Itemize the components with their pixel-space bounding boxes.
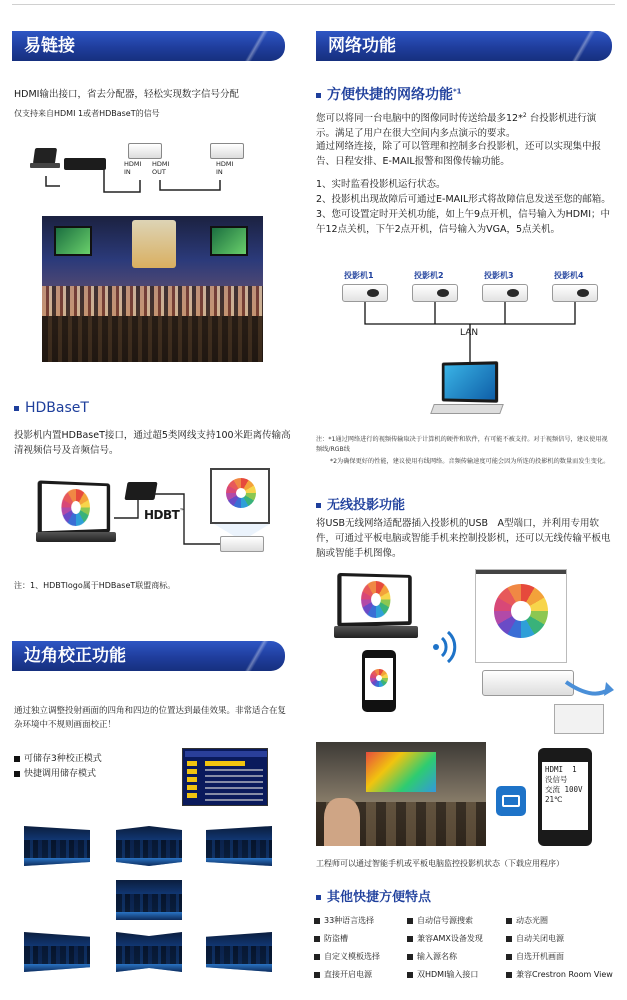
keystone-image <box>116 880 182 920</box>
projector-label: 投影机2 <box>414 271 444 280</box>
wireless-sub: 无线投影功能 <box>316 494 405 513</box>
feature-item: 兼容AMX设备发现 <box>407 933 483 944</box>
usb-adapter-icon <box>554 704 604 734</box>
smartphone-status <box>538 748 592 846</box>
other-features-sub: 其他快捷方便特点 <box>316 886 431 905</box>
network-note2: *2为确保更好的性能，建议使用有线网络。音频传输速度可能会因为所连的投影机的数量而发生变化。 <box>330 458 610 465</box>
keyboard-icon <box>430 404 504 414</box>
hdmi-cables <box>20 140 290 202</box>
feature-item: 输入源名称 <box>407 951 457 962</box>
laptop-icon <box>337 573 411 627</box>
keystone-image <box>206 932 272 972</box>
hdbaset-diagram <box>34 468 284 558</box>
keystone-banner: 边角校正功能 <box>12 641 285 671</box>
keystone-image <box>24 826 90 866</box>
network-list <box>316 177 612 237</box>
keystone-bullet-item: 可储存3种校正模式 <box>14 752 102 767</box>
computer-icon <box>442 361 498 402</box>
keystone-image <box>116 826 182 866</box>
usb-arrow <box>562 676 616 706</box>
port-label-hdmi-in: HDMI IN <box>124 160 142 176</box>
network-list-item: 1、实时监看投影机运行状态。 <box>316 179 446 190</box>
hdbaset-note: 注：1、HDBTlogo属于HDBaseT联盟商标。 <box>14 581 176 590</box>
network-list-item: 3、您可设置定时开关机功能，如上午9点开机，信号输入为HDMI；中午12点关机，下午2点开机，信号输入为VGA，5点关机。 <box>316 209 611 235</box>
hdbt-logo-text: HDBT <box>144 508 180 522</box>
wireless-desc: 将USB无线网络适配器插入投影机的USB A型端口，并利用专用软件，可通过平板电脑或智能手机来控制投影机，还可以无线传输平板电脑或智能手机图像。 <box>316 518 611 559</box>
hdbaset-title-text: HDBaseT <box>25 400 89 416</box>
hdbaset-title <box>14 400 89 416</box>
hdmi-diagram <box>20 140 290 202</box>
keystone-image <box>206 826 272 866</box>
wireless-caption: 工程师可以通过智能手机或平板电脑监控投影机状态（下载应用程序） <box>316 859 564 868</box>
wifi-icon <box>430 630 462 664</box>
auditorium-photo <box>42 216 263 362</box>
keystone-bullets <box>14 752 102 782</box>
network-list-item: 2、投影机出现故障后可通过E-MAIL形式将故障信息发送至您的邮箱。 <box>316 194 611 205</box>
keystone-osd-menu <box>182 748 268 806</box>
hdmi-link-banner: 易链接 <box>12 31 285 61</box>
phone-status-line: HDMI 1 <box>545 765 577 774</box>
hdmi-link-desc2: 仅支持来自HDMI 1或者HDBaseT的信号 <box>14 109 160 118</box>
laptop-base <box>334 626 418 638</box>
feature-item: 动态光圈 <box>506 915 548 926</box>
feature-item: 双HDMI输入接口 <box>407 969 478 980</box>
smartphone-icon <box>362 650 396 712</box>
feature-item: 自动信号源搜索 <box>407 915 473 926</box>
feature-item: 自动关闭电源 <box>506 933 564 944</box>
hdbaset-cables <box>34 468 284 558</box>
network-para1-footnote: 2 <box>522 112 527 119</box>
network-note1: 注：*1通过网络进行的视频传输取决于计算机的硬件和软件，有可能不被支持。对于视频信号，建议使用视频线/RGB线 <box>316 436 608 453</box>
projection-screen <box>476 570 566 662</box>
phone-status-line: 21℃ <box>545 795 563 804</box>
phone-status-line: 没信号 <box>545 775 568 784</box>
lan-lines <box>330 266 600 426</box>
projector-label: 投影机3 <box>484 271 514 280</box>
phone-status-line: 交流 100V <box>545 785 583 794</box>
network-banner: 网络功能 <box>316 31 612 61</box>
hdmi-link-desc1: HDMI输出接口，省去分配器，轻松实现数字信号分配 <box>14 89 239 100</box>
port-label-hdmi-out: HDMI OUT <box>152 160 170 176</box>
classroom-photo <box>316 742 486 846</box>
network-para1: 您可以将同一台电脑中的图像同时传送给最多12*$^2$ 台投影机进行演示。满足了用户在很大空间内多点演示的要求。 <box>316 112 597 140</box>
lan-label: LAN <box>460 328 479 338</box>
projector-label: 投影机4 <box>554 271 584 280</box>
port-label-hdmi-in: HDMI IN <box>216 160 234 176</box>
feature-item: 防盗槽 <box>314 933 348 944</box>
keystone-image <box>24 932 90 972</box>
network-sub1: 方便快捷的网络功能$^{*1}$ <box>316 84 462 104</box>
feature-item: 自选开机画面 <box>506 951 564 962</box>
keystone-desc: 通过独立调整投射画面的四角和四边的位置达到最佳效果。非常适合在复杂环境中不规则画面校正！ <box>14 706 287 730</box>
feature-item: 自定义模板选择 <box>314 951 380 962</box>
projector-icon <box>482 670 574 696</box>
keystone-image <box>116 932 182 972</box>
hdbaset-desc: 投影机内置HDBaseT接口，通过超5类网线支持100米距离传输高清视频信号及音频信号。 <box>14 430 291 456</box>
network-para2: 通过网络连接，除了可以管理和控制多台投影机，还可以实现集中报告、日程安排、E-MAIL报警和图像传输功能。 <box>316 141 602 167</box>
lan-diagram <box>330 266 600 426</box>
feature-item: 33种语言选择 <box>314 915 374 926</box>
network-sub1-footnote: *1 <box>453 87 462 96</box>
projector-status-icon <box>496 786 526 816</box>
feature-item: 兼容Crestron Room View <box>506 969 613 980</box>
keystone-bullet-item: 快捷调用储存模式 <box>14 767 102 782</box>
top-rule <box>12 4 615 5</box>
wireless-diagram <box>322 568 616 738</box>
feature-item: 直接开启电源 <box>314 969 372 980</box>
hdbt-logo-tm: ™ <box>179 508 185 515</box>
projector-label: 投影机1 <box>344 271 374 280</box>
